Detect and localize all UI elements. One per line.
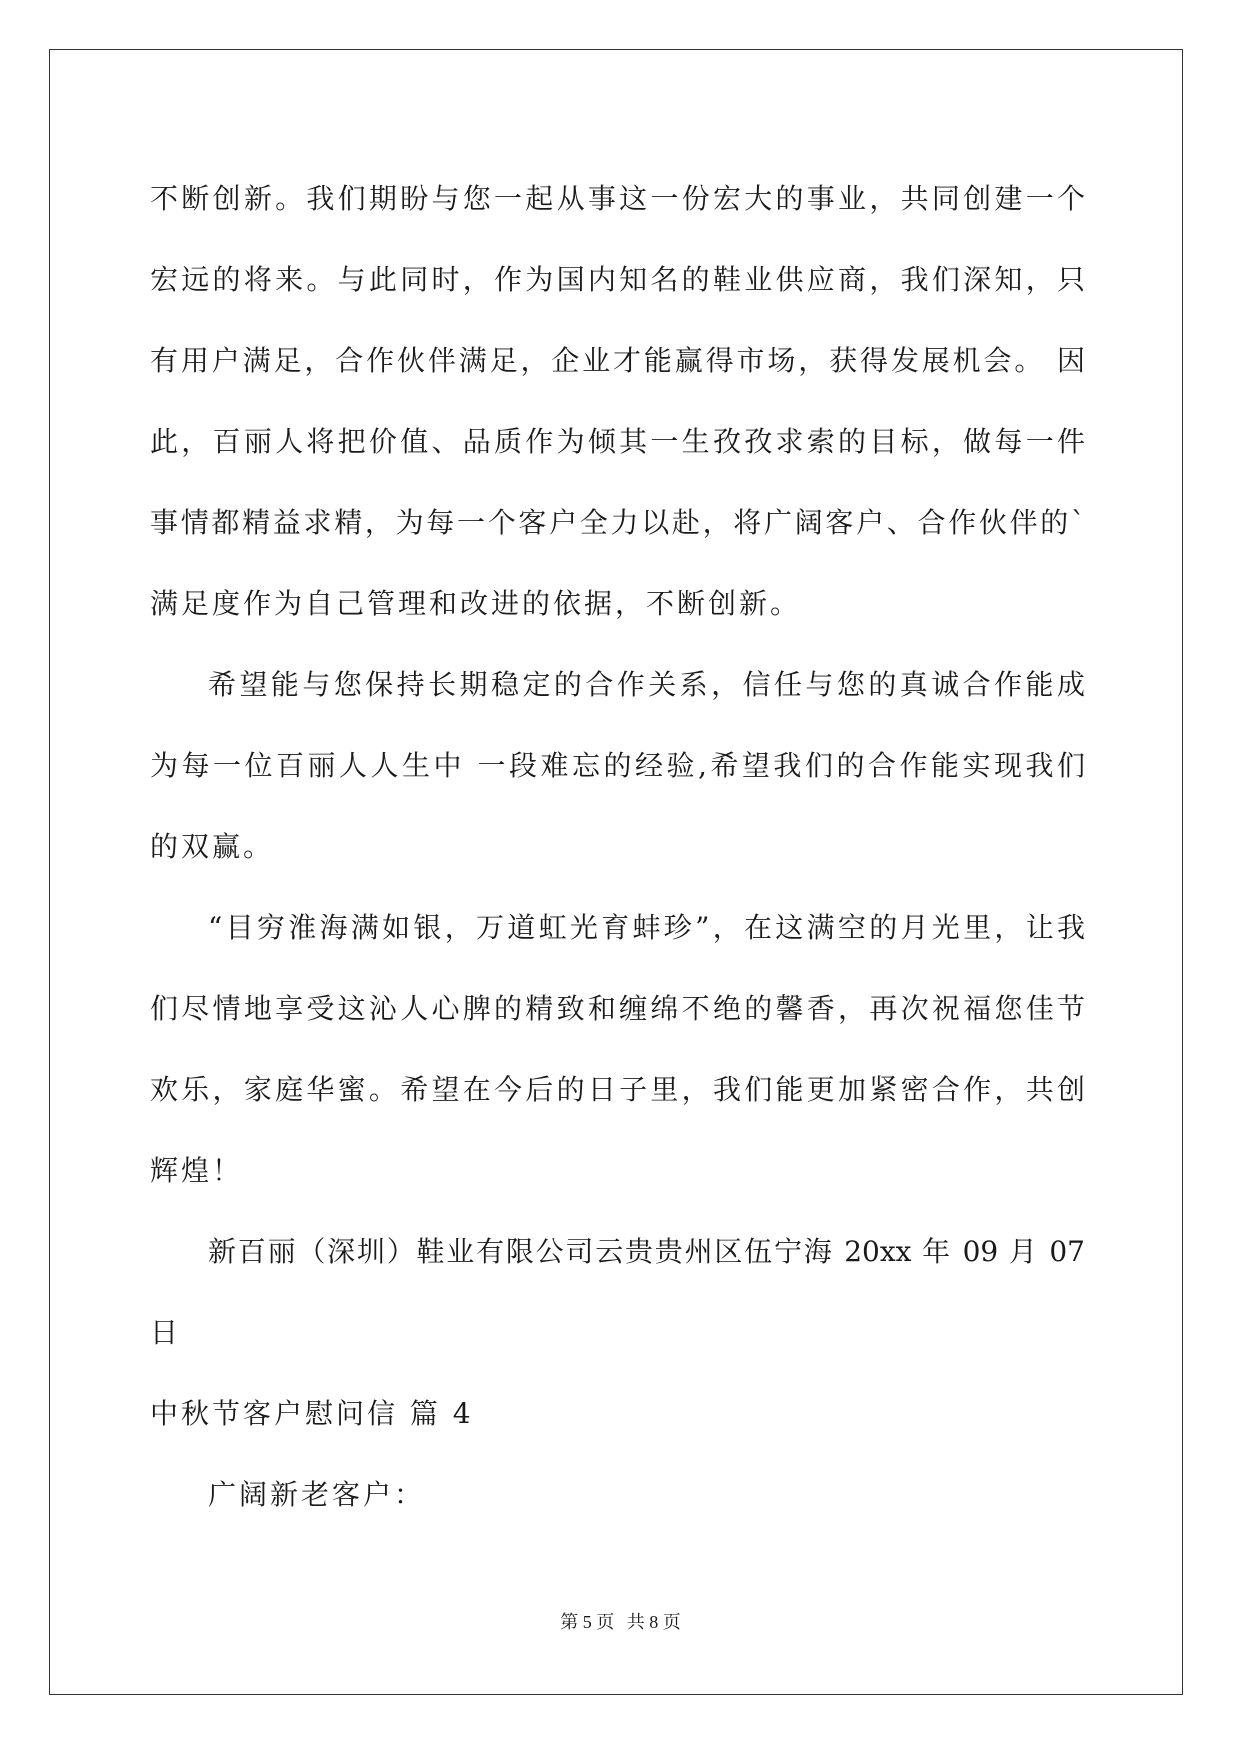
text-line: 不断创新。我们期盼与您一起从事这一份宏大的事业，共同创建一个 [150,182,1085,215]
document-body [150,158,1085,1535]
section-heading: 中秋节客户慰问信 篇 4 [150,1397,474,1430]
text-line: 辉煌！ [150,1154,244,1187]
text-line: 宏远的将来。与此同时，作为国内知名的鞋业供应商，我们深知，只 [150,263,1085,296]
text-line: 欢乐，家庭华蜜。希望在今后的日子里，我们能更加紧密合作，共创 [150,1073,1085,1106]
text-line: 希望能与您保持长期稳定的合作关系，信任与您的真诚合作能成 [208,668,1085,701]
signature-date-end: 日 [150,1316,182,1349]
text-line: 的双赢。 [150,830,275,863]
page-total: 共 8 页 [626,1612,681,1632]
text-line: 们尽情地享受这沁人心脾的精致和缠绵不绝的馨香，再次祝福您佳节 [150,992,1085,1025]
text-line: 满足度作为自己管理和改进的依据，不断创新。 [150,587,802,620]
text-line: 为每一位百丽人人生中 一段难忘的经验,希望我们的合作能实现我们 [150,749,1085,782]
text-line: 有用户满足，合作伙伴满足，企业才能赢得市场，获得发展机会。 因 [150,344,1085,377]
page-footer [0,1608,1241,1634]
text-line: 事情都精益求精，为每一个客户全力以赴，将广阔客户、合作伙伴的` [150,506,1085,539]
signature-line: 新百丽（深圳）鞋业有限公司云贵贵州区伍宁海 20xx 年 09 月 07 [208,1235,1085,1268]
text-line: “目穷淮海满如银，万道虹光育蚌珍”，在这满空的月光里，让我 [208,911,1085,944]
text-line: 此，百丽人将把价值、品质作为倾其一生孜孜求索的目标，做每一件 [150,425,1085,458]
salutation: 广阔新老客户： [208,1478,426,1511]
page-number: 第 5 页 [560,1612,615,1632]
